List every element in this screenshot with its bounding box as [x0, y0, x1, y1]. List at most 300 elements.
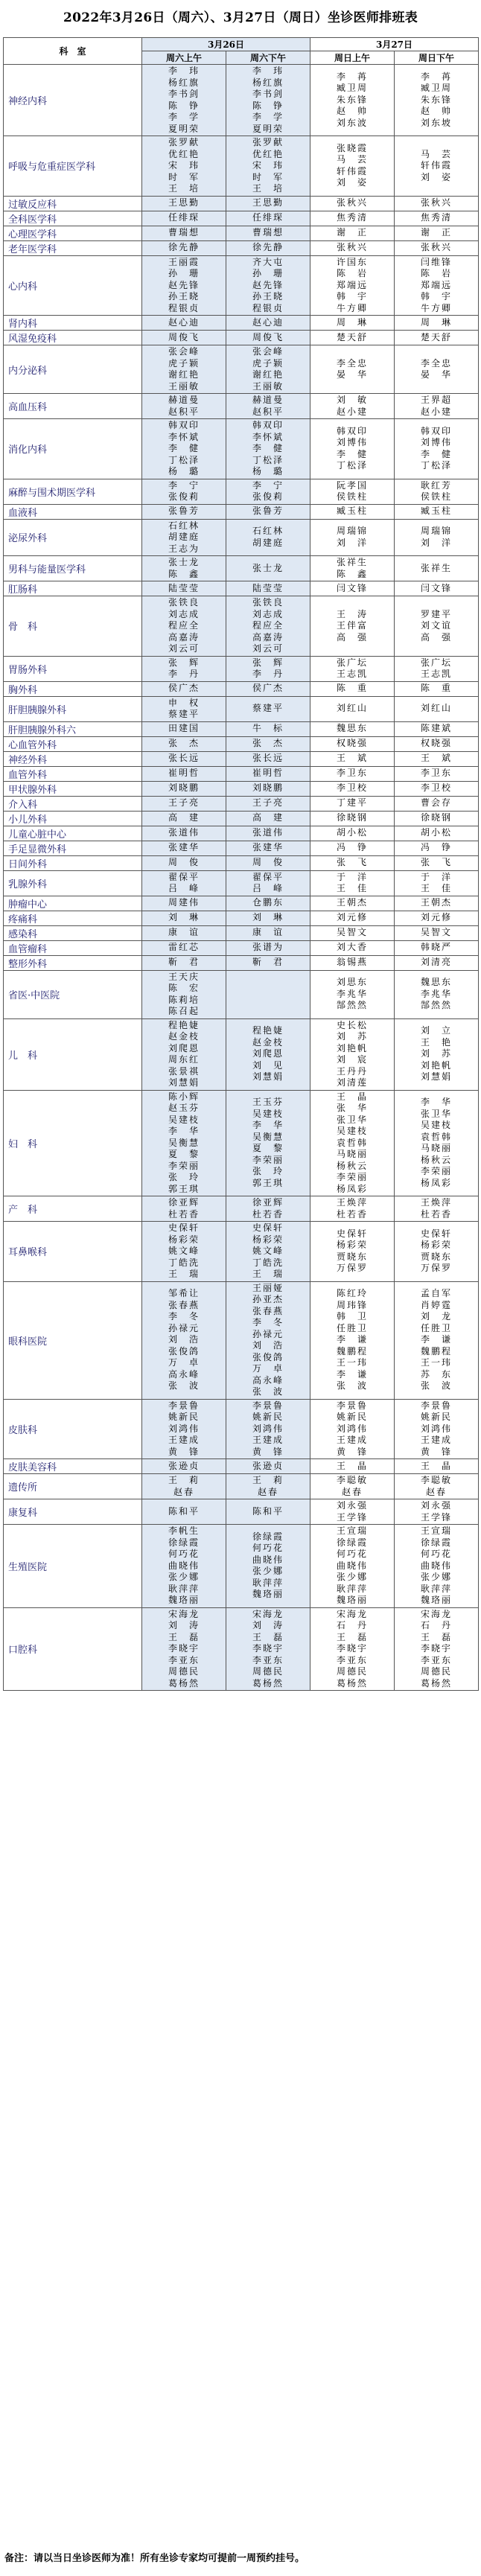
doctor-name: 王志凯	[336, 669, 368, 679]
doctor-name: 李晓宇	[336, 1643, 368, 1654]
sat-am-doctors	[142, 796, 226, 811]
dept-name: 肝胆胰腺外科六	[4, 721, 142, 736]
doctor-name: 雷红芯	[168, 942, 200, 953]
dept-name: 麻醉与围术期医学科	[4, 479, 142, 504]
doctor-name: 刘晓鹏	[252, 782, 284, 794]
doctor-name: 臧卫周	[336, 83, 368, 94]
doctor-name: 杨秋云	[420, 1154, 452, 1165]
sat-am-doctors	[142, 394, 226, 419]
doctor-name: 张 波	[252, 1386, 284, 1397]
doctor-name: 赵心迪	[252, 316, 284, 328]
doctor-name: 张 华	[336, 1103, 368, 1113]
doctor-name: 阮孝国	[336, 479, 368, 491]
doctor-name: 刘 涛	[168, 1620, 200, 1630]
dept-name: 小儿外科	[4, 811, 142, 826]
doctor-name: 杨 璐	[168, 466, 200, 476]
doctor-name: 焦秀清	[336, 212, 368, 223]
table-row	[4, 1222, 479, 1282]
dept-header: 科 室	[4, 38, 142, 65]
table-row	[4, 211, 479, 226]
doctor-name: 史保轩	[420, 1228, 452, 1239]
sat-am-doctors	[142, 504, 226, 519]
doctor-name: 胡建庭	[168, 532, 200, 542]
doctor-name: 冯 铮	[336, 842, 368, 853]
dept-name: 呼吸与危重症医学科	[4, 136, 142, 197]
doctor-name: 刘爬恩	[252, 1048, 284, 1059]
table-row	[4, 896, 479, 911]
dept-name: 康复科	[4, 1499, 142, 1525]
dept-name: 儿童心脏中心	[4, 826, 142, 841]
doctor-name: 李 健	[420, 448, 452, 459]
doctor-name: 夏 黎	[168, 1149, 200, 1159]
table-row	[4, 940, 479, 955]
doctor-name: 刘 姿	[336, 177, 368, 188]
schedule-body	[4, 65, 479, 1691]
doctor-name: 李 冬	[252, 1317, 284, 1327]
doctor-name: 夏 黎	[252, 1143, 284, 1154]
doctor-name: 史保轩	[336, 1228, 368, 1239]
doctor-name: 张士龙	[252, 562, 284, 573]
doctor-name: 王 磊	[252, 1631, 284, 1642]
doctor-name: 李 玮	[252, 66, 284, 76]
doctor-name: 徐绿霞	[168, 1537, 200, 1548]
doctor-name: 赵先锋	[252, 279, 284, 290]
sat-pm-doctors	[226, 1525, 310, 1608]
dept-name: 全科医学科	[4, 211, 142, 226]
doctor-name: 耿萍萍	[420, 1583, 452, 1594]
doctor-name: 张景祺	[168, 1065, 200, 1077]
doctor-name: 权晓强	[420, 738, 452, 749]
doctor-name: 刘 苏	[336, 1031, 368, 1042]
doctor-name: 陈 岩	[420, 268, 452, 278]
doctor-name: 姚新民	[252, 1412, 284, 1422]
doctor-name: 贾晓东	[420, 1251, 452, 1262]
doctor-name: 杜若香	[336, 1208, 368, 1220]
sun-am-doctors	[310, 1474, 395, 1499]
doctor-name: 张少娜	[420, 1572, 452, 1582]
sat-pm-doctors	[226, 596, 310, 657]
doctor-name: 张卫华	[420, 1108, 452, 1119]
doctor-name: 李景鲁	[252, 1400, 284, 1411]
doctor-name: 王丽敏	[168, 380, 200, 392]
doctor-name: 魏思东	[420, 977, 452, 988]
table-row	[4, 1196, 479, 1222]
doctor-name: 周德民	[336, 1666, 368, 1677]
doctor-name: 刘文谊	[420, 620, 452, 631]
doctor-name: 王朝杰	[336, 897, 368, 908]
table-row	[4, 911, 479, 925]
doctor-name: 李书剑	[252, 89, 284, 99]
table-row	[4, 504, 479, 519]
sat-pm-doctors	[226, 1090, 310, 1196]
doctor-name: 王建成	[168, 1435, 200, 1445]
doctor-name: 程银贞	[252, 302, 284, 313]
doctor-name: 曲晓伟	[336, 1560, 368, 1571]
doctor-name: 吴智文	[420, 927, 452, 938]
doctor-name: 李聪敏	[420, 1475, 452, 1485]
doctor-name: 韩双印	[336, 425, 368, 436]
sun-am-doctors	[310, 721, 395, 736]
doctor-name: 陈 宏	[168, 983, 200, 993]
table-row	[4, 65, 479, 136]
table-row	[4, 1090, 479, 1196]
sat-pm-doctors	[226, 721, 310, 736]
doctor-name: 周 琳	[420, 316, 452, 328]
doctor-name: 王志凯	[420, 669, 452, 679]
sat-pm-doctors	[226, 196, 310, 211]
doctor-name: 陈 岩	[336, 268, 368, 278]
doctor-name: 韩晓严	[420, 942, 452, 953]
doctor-name: 宋海龙	[420, 1608, 452, 1619]
doctor-name: 李景鲁	[336, 1400, 368, 1411]
doctor-name: 李 玮	[168, 66, 200, 76]
sun-am-doctors	[310, 925, 395, 940]
doctor-name: 韩 宇	[336, 291, 368, 302]
doctor-name: 王界超	[420, 395, 452, 405]
sat-am-doctors	[142, 226, 226, 240]
doctor-name: 杨 璐	[252, 466, 284, 476]
doctor-name: 曹会存	[420, 797, 452, 809]
sun-am-doctors	[310, 911, 395, 925]
dept-name: 风湿免疫科	[4, 331, 142, 345]
doctor-name: 马晓丽	[420, 1143, 452, 1154]
doctor-name: 郭王琪	[252, 1177, 284, 1188]
doctor-name: 轩伟霞	[420, 160, 452, 170]
doctor-name: 徐绿霞	[336, 1537, 368, 1548]
table-row	[4, 419, 479, 479]
dept-name: 耳鼻喉科	[4, 1222, 142, 1282]
doctor-name: 王 瑞	[168, 1269, 200, 1279]
doctor-name: 吴建枝	[420, 1120, 452, 1131]
doctor-name: 王宣瑞	[336, 1525, 368, 1536]
doctor-name: 韩双印	[252, 420, 284, 430]
doctor-name: 侯铁柱	[420, 491, 452, 502]
sat-am-doctors	[142, 1474, 226, 1499]
sun-pm-doctors	[395, 211, 479, 226]
doctor-name: 张祥生	[420, 562, 452, 573]
sun-am-doctors	[310, 826, 395, 841]
doctor-name: 侯广杰	[168, 683, 200, 694]
doctor-name: 刘 宸	[336, 1054, 368, 1065]
doctor-name: 刘 龙	[420, 1311, 452, 1322]
sun-pm-doctors	[395, 581, 479, 596]
doctor-name: 张卫华	[336, 1114, 368, 1125]
table-row	[4, 781, 479, 796]
table-row	[4, 581, 479, 596]
doctor-name: 李全忠	[420, 357, 452, 369]
sun-pm-doctors	[395, 1399, 479, 1459]
doctor-name: 韩 卫	[336, 1311, 368, 1322]
doctor-name: 刘晓鹏	[168, 782, 200, 794]
dept-name: 心血管外科	[4, 736, 142, 751]
sat-am-doctors	[142, 211, 226, 226]
sun-am-doctors	[310, 681, 395, 696]
sat-am-doctors	[142, 65, 226, 136]
doctor-name: 刘鸿伟	[336, 1423, 368, 1434]
doctor-name: 李 谦	[336, 1334, 368, 1345]
doctor-name: 曲晓伟	[420, 1560, 452, 1571]
doctor-name: 张谱为	[252, 942, 284, 953]
doctor-name: 赵 帅	[420, 106, 452, 117]
sun-pm-doctors	[395, 136, 479, 197]
doctor-name: 郜然然	[336, 1000, 368, 1011]
sun-am-doctors	[310, 896, 395, 911]
doctor-name: 丁松泽	[252, 454, 284, 465]
doctor-name: 牛 标	[252, 723, 284, 734]
doctor-name: 宋 玮	[168, 160, 200, 170]
doctor-name: 晏 华	[336, 369, 368, 380]
doctor-name: 刘 洋	[420, 537, 452, 548]
doctor-name: 李 健	[168, 443, 200, 453]
dept-name: 眼科医院	[4, 1281, 142, 1399]
sat-pm-doctors	[226, 479, 310, 504]
dept-name: 泌尿外科	[4, 519, 142, 556]
table-row	[4, 1474, 479, 1499]
doctor-name: 王 晶	[420, 1460, 452, 1471]
sat-pm-doctors	[226, 955, 310, 970]
doctor-name: 葛杨然	[336, 1677, 368, 1689]
doctor-name: 周东红	[168, 1054, 200, 1065]
doctor-name: 石红林	[168, 520, 200, 531]
doctor-name: 李景鲁	[420, 1400, 452, 1411]
doctor-name: 王玉芬	[252, 1097, 284, 1108]
doctor-name: 靳 君	[168, 957, 200, 968]
doctor-name: 刘艳帆	[336, 1042, 368, 1053]
dept-name: 乳腺外科	[4, 870, 142, 896]
sun-am-doctors	[310, 331, 395, 345]
doctor-name: 李晓宇	[420, 1643, 452, 1654]
dept-name: 胸外科	[4, 681, 142, 696]
dept-name: 消化内科	[4, 419, 142, 479]
doctor-name: 赵春	[341, 1486, 363, 1497]
table-row	[4, 656, 479, 681]
doctor-name: 赵积平	[168, 406, 200, 417]
table-row	[4, 196, 479, 211]
doctor-name: 李 丹	[252, 669, 284, 679]
sat-am-doctors	[142, 811, 226, 826]
table-row	[4, 681, 479, 696]
table-row	[4, 316, 479, 331]
table-row	[4, 751, 479, 766]
table-row	[4, 519, 479, 556]
doctor-name: 刘 浩	[168, 1334, 200, 1345]
doctor-name: 杨红旗	[252, 77, 284, 88]
sat-am-doctors	[142, 1222, 226, 1282]
sun-pm-doctors	[395, 696, 479, 721]
doctor-name: 刘 敏	[336, 395, 368, 405]
doctor-name: 张长远	[168, 753, 200, 764]
doctor-name: 刘永强	[420, 1500, 452, 1511]
sat-am-doctors	[142, 345, 226, 394]
doctor-name: 王思勤	[252, 197, 284, 208]
sun-pm-doctors	[395, 255, 479, 316]
doctor-name: 高嘉涛	[168, 631, 200, 643]
sun-am-doctors	[310, 211, 395, 226]
dept-name: 甲状腺外科	[4, 781, 142, 796]
doctor-name: 李卫东	[336, 768, 368, 779]
doctor-name: 刘清莲	[336, 1077, 368, 1088]
sun-am-doctors	[310, 1459, 395, 1474]
doctor-name: 王学锋	[420, 1511, 452, 1523]
doctor-name: 王 佳	[336, 883, 368, 893]
doctor-name: 吕 峰	[168, 883, 200, 893]
doctor-name: 张秋兴	[420, 242, 452, 253]
sat-am-doctors	[142, 556, 226, 581]
sun-pm-doctors	[395, 65, 479, 136]
dept-name: 妇 科	[4, 1090, 142, 1196]
doctor-name: 王建成	[252, 1435, 284, 1445]
doctor-name: 任绯琛	[168, 212, 200, 223]
doctor-name: 周德民	[168, 1666, 200, 1677]
doctor-name: 何巧花	[252, 1543, 284, 1554]
doctor-name: 魏珞丽	[420, 1595, 452, 1605]
doctor-name: 马晓丽	[336, 1149, 368, 1159]
doctor-name: 李 学	[168, 112, 200, 122]
sat-pm-doctors	[226, 316, 310, 331]
doctor-name: 程艳婕	[168, 1019, 200, 1030]
doctor-name: 权晓强	[336, 738, 368, 749]
doctor-name: 张罗献	[168, 137, 200, 147]
sun-pm-doctors	[395, 841, 479, 855]
doctor-name: 胡小松	[420, 827, 452, 838]
sun-am-doctors	[310, 870, 395, 896]
doctor-name: 魏珞丽	[336, 1595, 368, 1605]
sun-am-doctors	[310, 1399, 395, 1459]
doctor-name: 徐绿霞	[420, 1537, 452, 1548]
doctor-name: 李 丹	[168, 669, 200, 679]
doctor-name: 宋 玮	[252, 160, 284, 170]
sat-pm-doctors	[226, 736, 310, 751]
doctor-name: 刘博伟	[336, 437, 368, 448]
doctor-name: 楚天舒	[420, 331, 452, 342]
doctor-name: 李全忠	[336, 357, 368, 369]
table-row	[4, 796, 479, 811]
doctor-name: 孙王晓	[252, 291, 284, 302]
sat-pm-doctors	[226, 226, 310, 240]
doctor-name: 李兆华	[336, 988, 368, 999]
doctor-name: 张俊鸽	[252, 1351, 284, 1362]
sun-pm-doctors	[395, 736, 479, 751]
sat-am-doctors	[142, 736, 226, 751]
doctor-name: 曲晓伟	[168, 1560, 200, 1571]
dept-name: 心内科	[4, 255, 142, 316]
date1-header: 3月26日	[142, 38, 310, 51]
doctor-name: 蔡建平	[252, 703, 284, 714]
doctor-name: 韩双印	[420, 425, 452, 436]
doctor-name: 孟自军	[420, 1288, 452, 1299]
sat-pm-header: 周六下午	[226, 51, 310, 65]
table-row	[4, 841, 479, 855]
doctor-name: 侯广杰	[252, 683, 284, 694]
doctor-name: 陈 鑫	[336, 568, 368, 579]
doctor-name: 赵春	[257, 1486, 278, 1497]
doctor-name: 张 飞	[336, 857, 368, 868]
sat-am-doctors	[142, 1607, 226, 1691]
doctor-name: 魏鹏程	[420, 1345, 452, 1356]
doctor-name: 李卫东	[420, 768, 452, 779]
doctor-name: 郭王琪	[168, 1183, 200, 1194]
sun-pm-doctors	[395, 1196, 479, 1222]
doctor-name: 李亚东	[420, 1654, 452, 1665]
doctor-name: 王丽娅	[252, 1282, 284, 1293]
doctor-name: 姚文峰	[168, 1246, 200, 1256]
doctor-name: 张 波	[420, 1380, 452, 1391]
doctor-name: 李晓宇	[168, 1643, 200, 1654]
sun-am-doctors	[310, 796, 395, 811]
doctor-name: 黄 锋	[252, 1446, 284, 1457]
sat-pm-doctors	[226, 925, 310, 940]
sun-pm-doctors	[395, 826, 479, 841]
doctor-name: 邹希让	[168, 1288, 200, 1299]
table-row	[4, 226, 479, 240]
doctor-name: 李怀斌	[252, 431, 284, 442]
table-row	[4, 1281, 479, 1399]
sun-am-doctors	[310, 504, 395, 519]
doctor-name: 陈莉培	[168, 994, 200, 1005]
sat-pm-doctors	[226, 911, 310, 925]
doctor-name: 李荣丽	[420, 1166, 452, 1177]
footnote: 备注：请以当日坐诊医师为准！所有坐诊专家均可提前一周预约挂号。	[4, 2553, 305, 2564]
doctor-name: 宋海龙	[252, 1608, 284, 1619]
sun-am-doctors	[310, 1607, 395, 1691]
doctor-name: 闫维锋	[420, 256, 452, 267]
table-row	[4, 596, 479, 657]
doctor-name: 刘 洋	[336, 537, 368, 548]
doctor-name: 张 辉	[252, 657, 284, 668]
dept-name: 血液科	[4, 504, 142, 519]
sat-pm-doctors	[226, 1399, 310, 1459]
sat-am-doctors	[142, 196, 226, 211]
doctor-name: 丁皓洗	[168, 1257, 200, 1268]
doctor-name: 王 培	[168, 183, 200, 194]
sun-pm-doctors	[395, 796, 479, 811]
doctor-name: 王子亮	[252, 797, 284, 809]
doctor-name: 何巧花	[168, 1549, 200, 1559]
sat-pm-doctors	[226, 696, 310, 721]
doctor-name: 刘 姿	[420, 171, 452, 182]
doctor-name: 徐绿霞	[252, 1531, 284, 1542]
doctor-name: 程应全	[252, 620, 284, 631]
doctor-name: 丁建平	[336, 797, 368, 809]
sat-am-doctors	[142, 751, 226, 766]
doctor-name: 赵春	[425, 1486, 447, 1497]
doctor-name: 周 俊	[252, 857, 284, 868]
doctor-name: 高 建	[252, 812, 284, 823]
sat-am-doctors	[142, 940, 226, 955]
doctor-name: 陈 鑫	[168, 568, 200, 579]
doctor-name: 曹瑞想	[252, 227, 284, 238]
doctor-name: 周俊飞	[252, 331, 284, 342]
doctor-name: 李书剑	[168, 89, 200, 99]
sun-am-header: 周日上午	[310, 51, 395, 65]
sat-am-doctors	[142, 826, 226, 841]
dept-name: 整形外科	[4, 955, 142, 970]
doctor-name: 赵先锋	[168, 279, 200, 290]
doctor-name: 刘慧娟	[252, 1071, 284, 1083]
doctor-name: 刘云可	[168, 643, 200, 654]
sat-am-doctors	[142, 1499, 226, 1525]
sun-pm-doctors	[395, 479, 479, 504]
sat-am-doctors	[142, 1399, 226, 1459]
doctor-name: 臧卫周	[420, 83, 452, 94]
dept-name: 血管外科	[4, 766, 142, 781]
doctor-name: 任胜卫	[420, 1322, 452, 1333]
sun-pm-doctors	[395, 1090, 479, 1196]
doctor-name: 张 杰	[168, 738, 200, 749]
doctor-name: 谢 正	[336, 227, 368, 238]
dept-name: 肝胆胰腺外科	[4, 696, 142, 721]
doctor-name: 于 洋	[336, 871, 368, 882]
